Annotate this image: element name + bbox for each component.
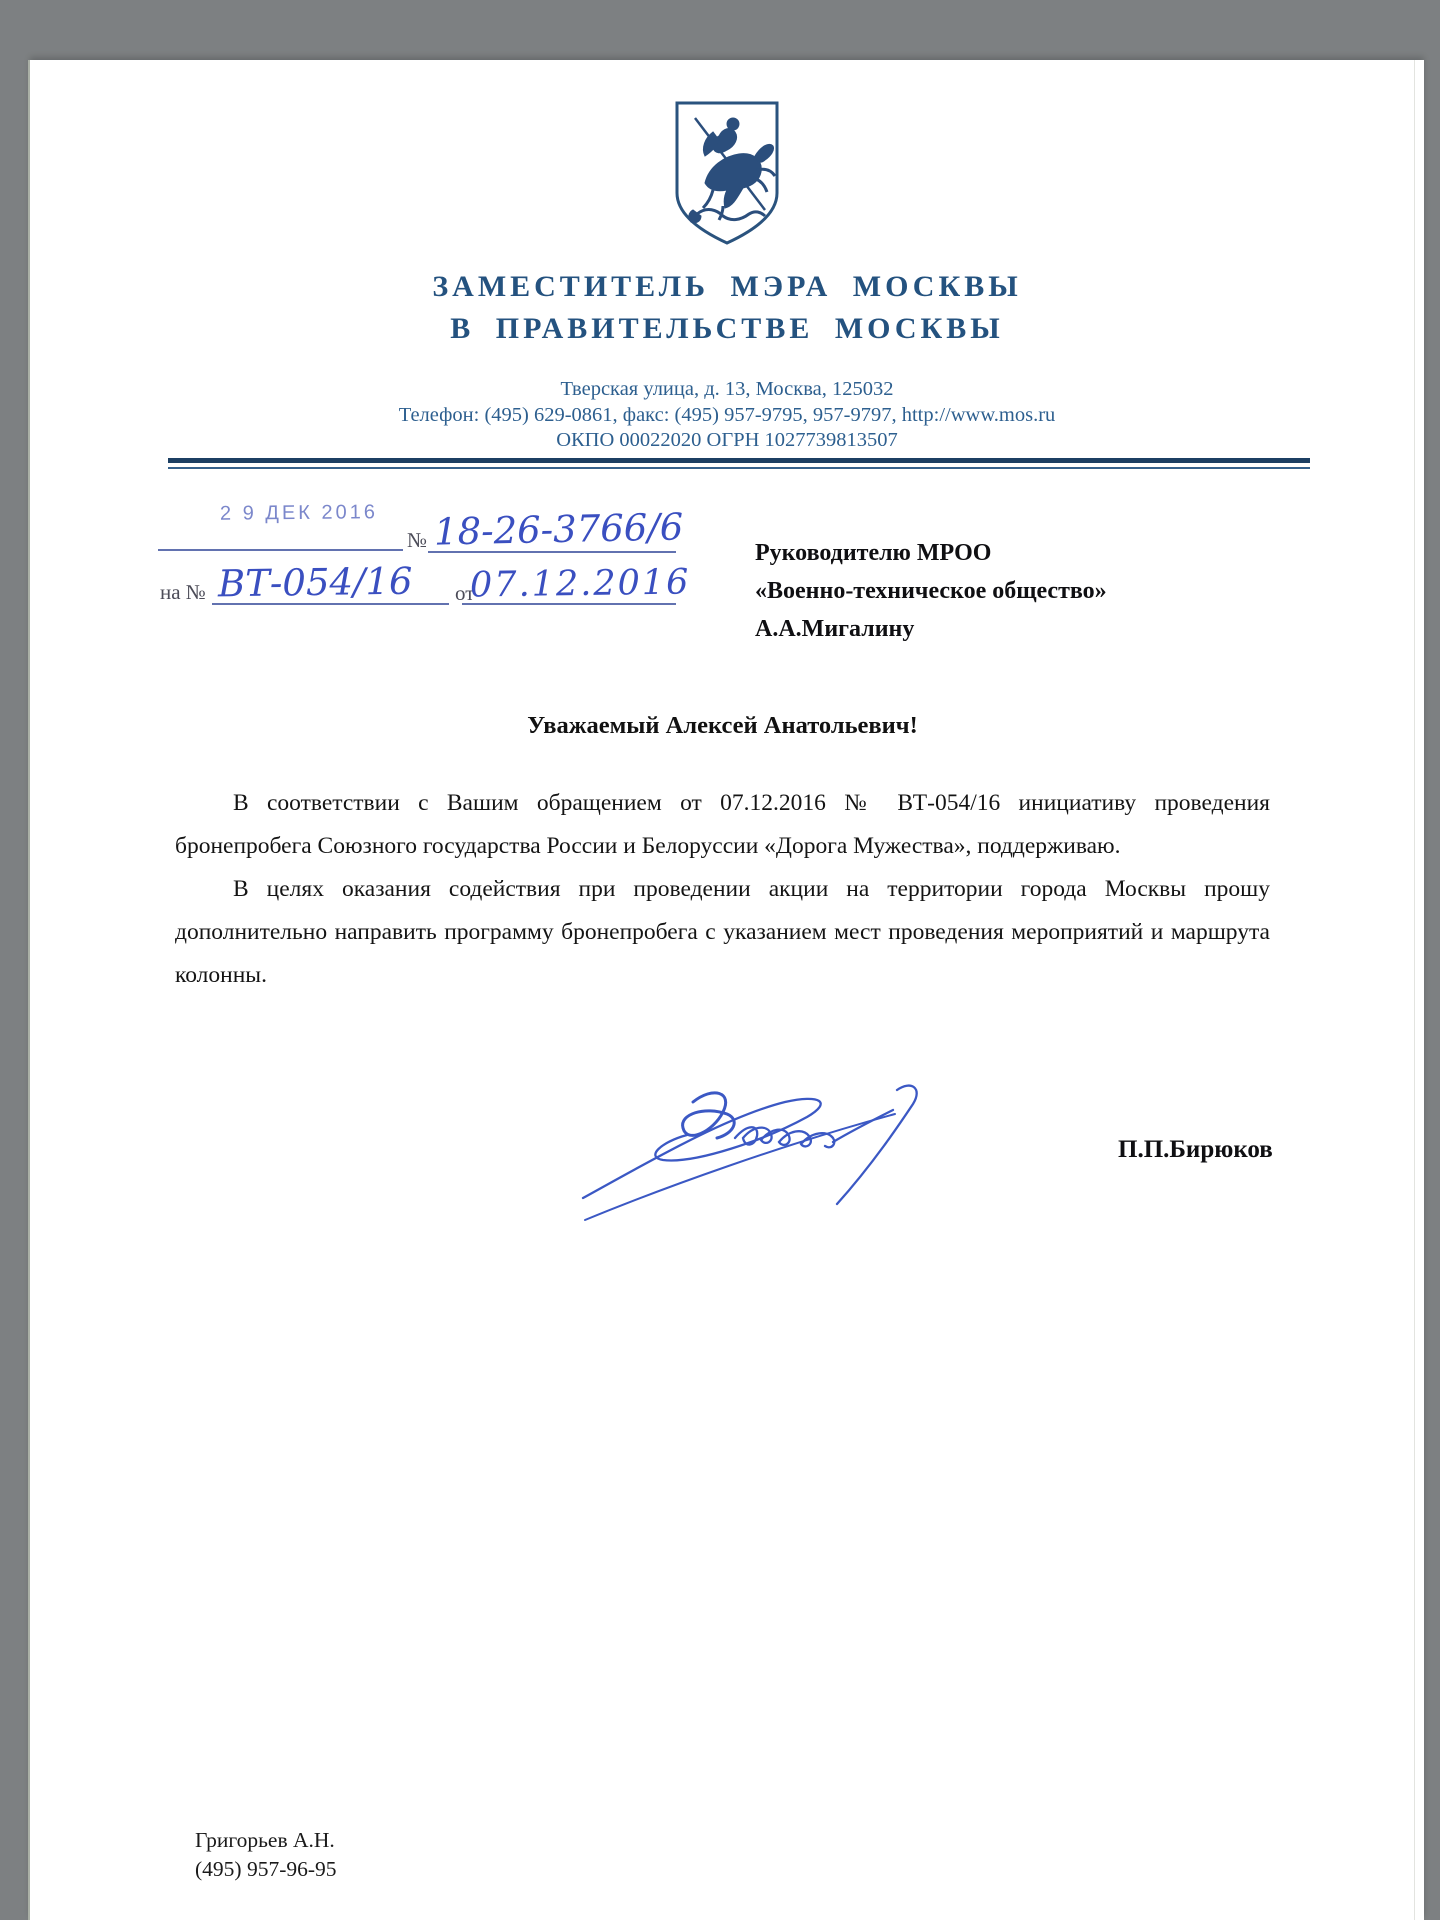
reply-to-number-handwritten: ВТ-054/16 xyxy=(217,559,413,606)
page-edge-shadow xyxy=(1414,60,1415,1920)
letter-body xyxy=(175,782,1270,997)
outgoing-number-label: № xyxy=(407,528,428,552)
reply-date-handwritten: 07.12.2016 xyxy=(469,562,691,606)
salutation: Уважаемый Алексей Анатольевич! xyxy=(527,712,918,739)
recipient-organization: «Военно-техническое общество» xyxy=(755,578,1107,604)
letterhead-title-line1: ЗАМЕСТИТЕЛЬ МЭРА МОСКВЫ xyxy=(432,270,1022,303)
letterhead-title-line2: В ПРАВИТЕЛЬСТВЕ МОСКВЫ xyxy=(450,312,1004,345)
signer-name: П.П.Бирюков xyxy=(1118,1136,1273,1163)
executor-block xyxy=(195,1826,337,1884)
executor-name: Григорьев А.Н. xyxy=(195,1828,335,1852)
incoming-date-stamp: 2 9 ДЕК 2016 xyxy=(219,501,379,525)
recipient-name: А.А.Мигалину xyxy=(755,616,915,642)
reply-date-label: от xyxy=(455,581,475,605)
date-blank-line xyxy=(158,549,403,551)
handwritten-signature xyxy=(575,1072,960,1222)
letterhead-divider-thick xyxy=(168,458,1310,463)
letterhead-address: Тверская улица, д. 13, Москва, 125032 xyxy=(560,378,894,400)
letterhead-divider-thin xyxy=(168,467,1310,469)
recipient-block xyxy=(755,534,1355,648)
outgoing-number-handwritten: 18-26-3766/6 xyxy=(433,505,684,554)
recipient-position: Руководителю МРОО xyxy=(755,540,992,566)
executor-phone: (495) 957-96-95 xyxy=(195,1857,337,1881)
body-paragraph-1: В соответствии с Вашим обращением от 07.12.2016 № ВТ-054/16 инициативу проведения бронепробега Союзного государства России и Белоруссии «Дорога Мужества», поддерживаю. xyxy=(175,790,1270,859)
letterhead-contacts: Телефон: (495) 629-0861, факс: (495) 957-9795, 957-9797, http://www.mos.ru xyxy=(398,404,1056,426)
outgoing-number-line xyxy=(428,551,676,553)
moscow-coat-of-arms-icon xyxy=(667,98,787,248)
reply-to-number-line xyxy=(212,603,449,605)
letter-page xyxy=(30,60,1424,1920)
reply-to-number-label: на № xyxy=(160,580,206,604)
letterhead-registration-codes: ОКПО 00022020 ОГРН 1027739813507 xyxy=(556,429,898,451)
body-paragraph-2: В целях оказания содействия при проведении акции на территории города Москвы прошу дополнительно направить программу бронепробега с указанием мест проведения мероприятий и маршрута колонны. xyxy=(175,876,1270,988)
reply-date-line xyxy=(462,603,676,605)
